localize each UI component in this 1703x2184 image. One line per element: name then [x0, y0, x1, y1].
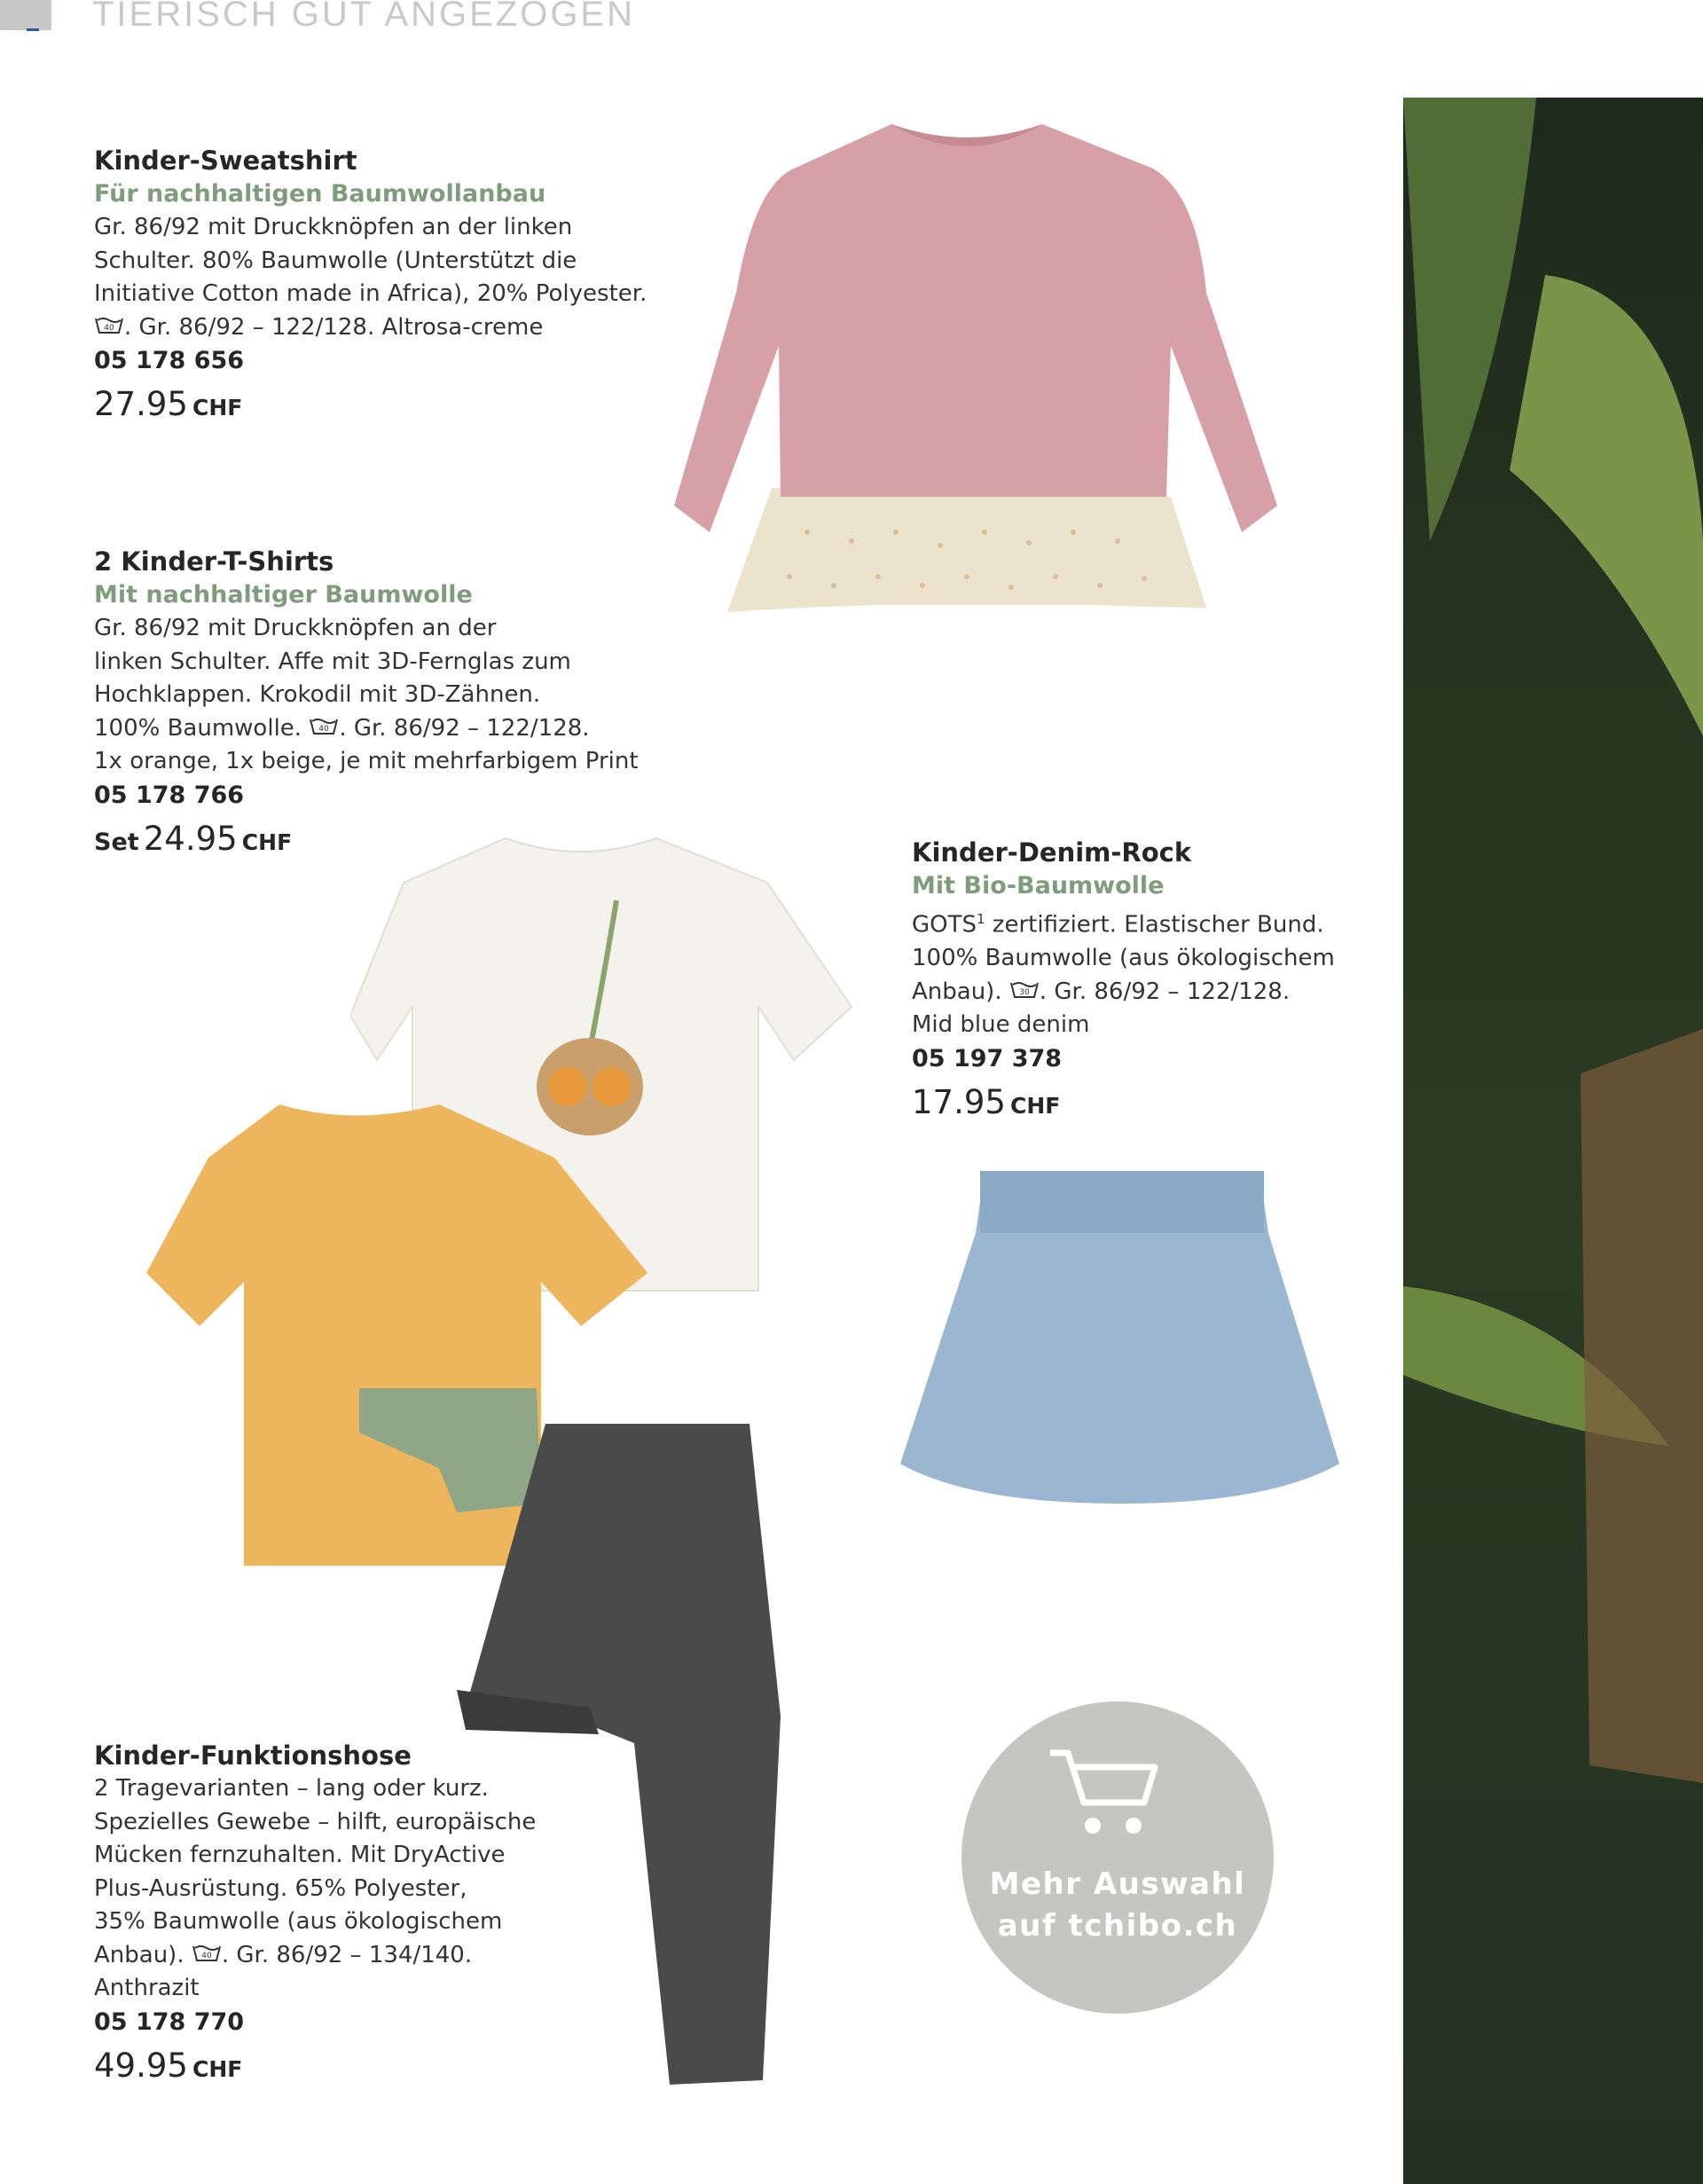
desc-line [94, 712, 662, 746]
price-currency: CHF [241, 829, 293, 855]
product-description [94, 612, 662, 779]
footnote-marker: 1 [977, 911, 985, 927]
product-tagline: Mit nachhaltiger Baumwolle [94, 581, 473, 609]
desc-line: Hochklappen. Krokodil mit 3D-Zähnen. [94, 681, 541, 708]
desc-line-text: . Gr. 86/92 – 122/128. [339, 714, 590, 742]
desc-line: 35% Baumwolle (aus ökologischem [94, 1908, 503, 1935]
more-choice-badge[interactable] [961, 1701, 1274, 2014]
price [94, 385, 662, 430]
wash-temp: 40 [104, 323, 114, 333]
product-name: Kinder-Funktionshose [94, 1740, 412, 1771]
desc-line: Schulter. 80% Baumwolle (Unterstützt die [94, 247, 577, 274]
page-corner-tab [0, 0, 51, 30]
desc-line: Plus-Ausrüstung. 65% Polyester, [94, 1874, 467, 1902]
badge-text-line2: auf tchibo.ch [997, 1908, 1238, 1944]
price-amount: 17.95 [912, 1082, 1006, 1121]
desc-line: linken Schulter. Affe mit 3D-Fernglas zum [94, 648, 571, 675]
product-name: Kinder-Denim-Rock [912, 837, 1192, 868]
desc-line: Gr. 86/92 mit Druckknöpfen an der linken [94, 214, 573, 240]
article-number: 05 178 770 [94, 2007, 245, 2036]
price-prefix: Set [94, 828, 139, 856]
desc-line: 1x orange, 1x beige, je mit mehrfarbigem Print [94, 748, 639, 774]
desc-line-text: 100% Baumwolle. [94, 714, 310, 742]
desc-line: 2 Tragevarianten – lang oder kurz. [94, 1775, 489, 1802]
product-sweatshirt [94, 144, 662, 430]
wash-icon [94, 315, 124, 336]
desc-line-text: Anbau). [94, 1941, 192, 1968]
product-description [94, 211, 662, 344]
desc-line-text: . Gr. 86/92 – 122/128. [1039, 978, 1291, 1005]
article-number: 05 197 378 [912, 1044, 1063, 1072]
wash-temp: 40 [201, 1951, 212, 1960]
page-title: TIERISCH GUT ANGEZOGEN [92, 0, 635, 34]
price-currency: CHF [192, 2055, 243, 2082]
desc-line-text: GOTS [912, 911, 977, 939]
jungle-photo [1403, 98, 1703, 2184]
article-number: 05 178 766 [94, 781, 245, 809]
sweatshirt-body [674, 124, 1277, 532]
wash-temp: 40 [318, 724, 330, 734]
price-amount: 24.95 [143, 819, 238, 858]
product-name: Kinder-Sweatshirt [94, 145, 357, 176]
product-tshirts [94, 545, 662, 865]
product-tagline: Mit Bio-Baumwolle [912, 872, 1165, 900]
desc-line-text: . Gr. 86/92 – 122/128. Altrosa-creme [124, 313, 544, 341]
desc-line [94, 311, 662, 345]
price [912, 1083, 1373, 1128]
ruffle-skirt [727, 488, 1206, 612]
desc-line-text: zertifiziert. Elastischer Bund. [985, 911, 1324, 939]
sweatshirt-image [674, 115, 1295, 692]
desc-line-text: Anbau). [912, 978, 1009, 1005]
skirt-image [896, 1162, 1339, 1535]
price-amount: 49.95 [94, 2046, 188, 2085]
desc-line [912, 903, 1373, 942]
product-tagline: Für nachhaltigen Baumwollanbau [94, 180, 546, 208]
desc-line [912, 976, 1373, 1010]
wash-temp: 30 [1019, 987, 1030, 997]
desc-line: Initiative Cotton made in Africa), 20% Polyester. [94, 280, 647, 307]
desc-line: Mid blue denim [912, 1011, 1090, 1039]
desc-line: Mücken fernzuhalten. Mit DryActive [94, 1842, 506, 1868]
badge-text-line1: Mehr Auswahl [989, 1866, 1246, 1902]
product-name: 2 Kinder-T-Shirts [94, 546, 334, 577]
price-currency: CHF [1010, 1092, 1061, 1119]
article-number: 05 178 656 [94, 347, 245, 374]
cart-icon [1047, 1744, 1162, 1842]
pants-body [466, 1424, 781, 2085]
pants-image [457, 1415, 794, 2089]
price-currency: CHF [192, 395, 243, 420]
page-corner-mark [27, 28, 39, 31]
wash-icon [1009, 979, 1040, 1001]
product-skirt [912, 836, 1373, 1128]
product-description [912, 903, 1373, 1042]
desc-line: 100% Baumwolle (aus ökologischem [912, 945, 1335, 972]
desc-line: Anthrazit [94, 1975, 200, 2001]
price-amount: 27.95 [94, 385, 188, 423]
wash-icon [192, 1943, 222, 1964]
wash-icon [309, 716, 339, 737]
desc-line: Spezielles Gewebe – hilft, europäische [94, 1808, 537, 1835]
desc-line-text: . Gr. 86/92 – 134/140. [221, 1941, 473, 1968]
desc-line: Gr. 86/92 mit Druckknöpfen an der [94, 615, 497, 641]
